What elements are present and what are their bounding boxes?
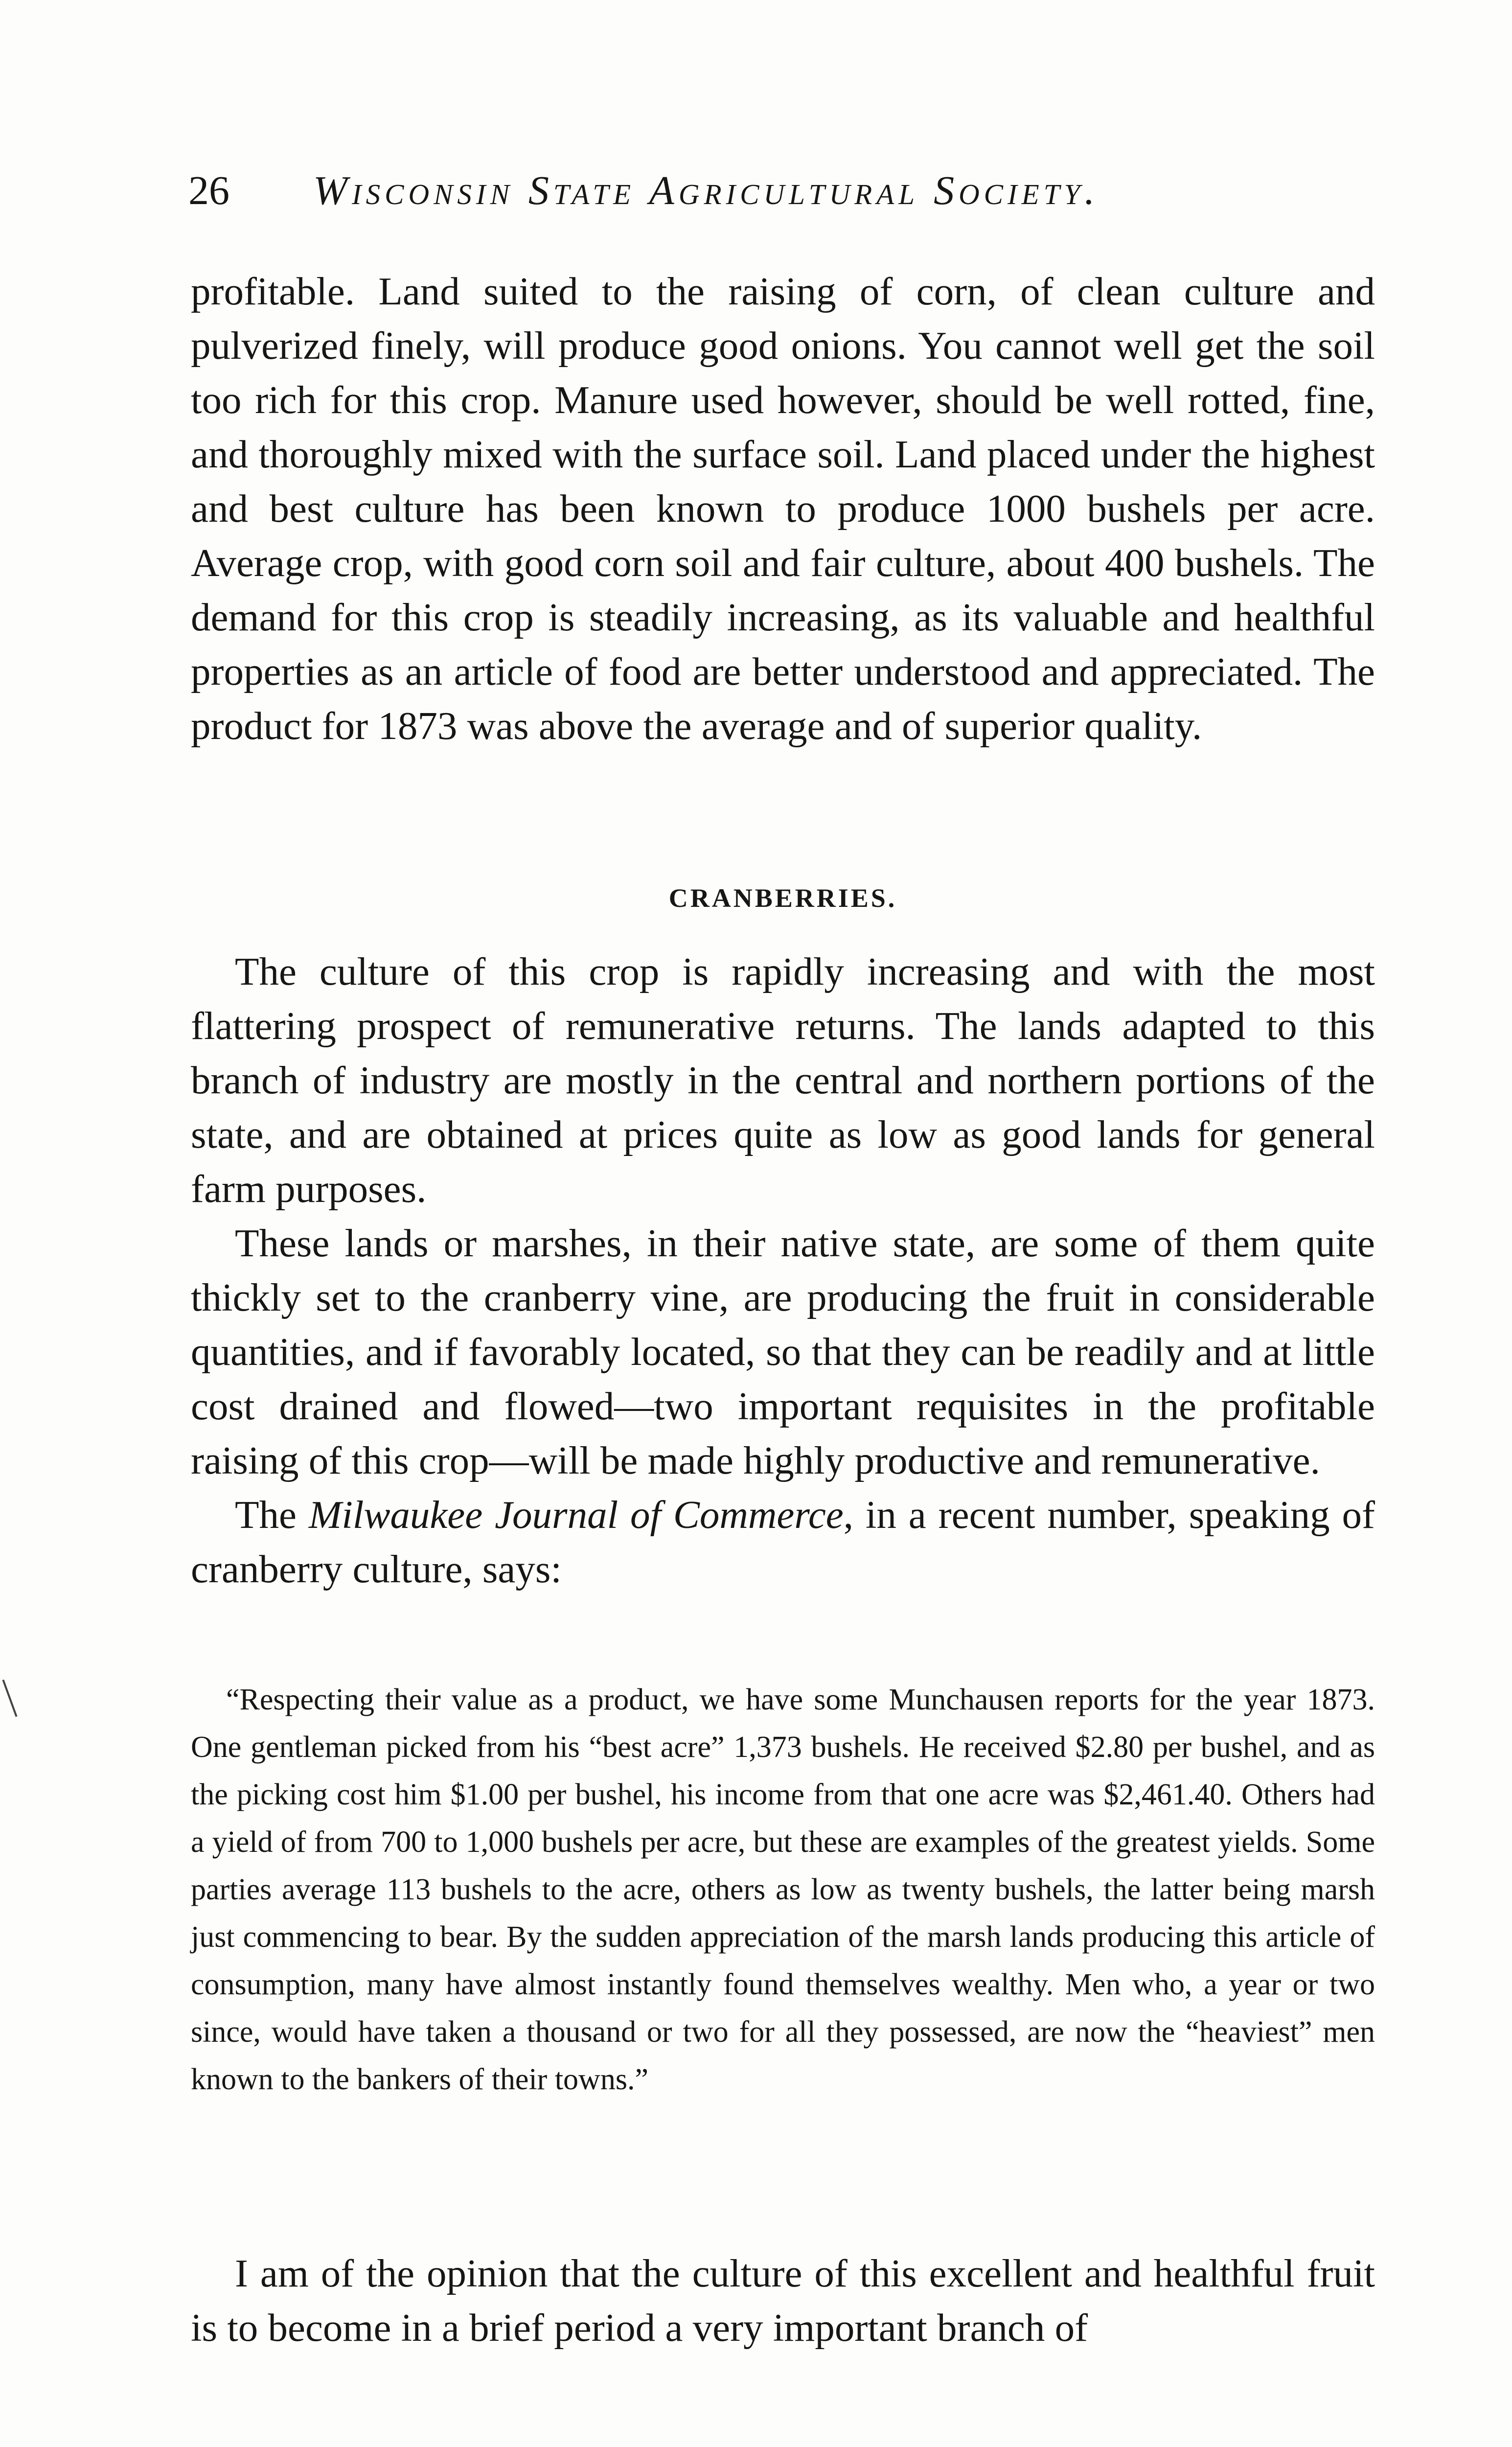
paragraph-cranberries-1: The culture of this crop is rapidly increasing and with the most flattering prospect of remunerative returns. The lands adapted to this branch of industry are mostly in the central and northern portions of the state, and are obtained at prices quite as low as good lands for general farm purposes.: [191, 949, 1375, 1211]
margin-mark: [2, 1680, 17, 1717]
paragraph-journal: [191, 1488, 1375, 1596]
onions-section: [191, 264, 1375, 753]
cranberries-section: [191, 945, 1375, 1596]
block-quote: [191, 1676, 1375, 2103]
running-head: Wisconsin State Agricultural Society.: [313, 168, 1100, 213]
page-header: [188, 162, 1441, 220]
paragraph-onions: profitable. Land suited to the raising of corn, of clean culture and pulverized finely, will produce good onions. You cannot well get the soil too rich for this crop. Manure used however, should be well rotted, fine, and thoroughly mixed with the surface soil. Land placed under the highest and best culture has been known to produce 1000 bushels per acre. Average crop, with good corn soil and fair culture, about 400 bushels. The demand for this crop is steadily increasing, as its valuable and healthful properties as an article of food are better understood and appreciated. The product for 1873 was above the average and of superior quality.: [191, 269, 1375, 748]
section-heading-cranberries: CRANBERRIES.: [668, 883, 897, 913]
opinion-section: [191, 2246, 1375, 2355]
quote-text: “Respecting their value as a product, we have some Munchausen reports for the year 1873. One gentleman picked from his “best acre” 1,373 bushels. He received $2.80 per bushel, and as the picking cost him $1.00 per bushel, his income from that one acre was $2,461.40. Others had a yield of from 700 to 1,000 bushels per acre, but these are examples of the greatest yields. Some parties average 113 bushels to the acre, others as low as twenty bushels, the latter being marsh just commencing to bear. By the sudden appreciation of the marsh lands producing this article of consumption, many have almost instantly found themselves wealthy. Men who, a year or two since, would have taken a thousand or two for all they possessed, are now the “heaviest” men known to the bankers of their towns.”: [191, 1683, 1375, 2096]
page-number: 26: [188, 168, 229, 213]
paragraph-cranberries-2: These lands or marshes, in their native state, are some of them quite thickly set to the cranberry vine, are producing the fruit in considerable quantities, and if favorably located, so that they can be readily and at little cost drained and flowed—two important requisites in the profitable raising of this crop—will be made highly productive and remunerative.: [191, 1221, 1375, 1482]
paragraph-opinion: I am of the opinion that the culture of this excellent and healthful fruit is to become in a brief period a very important branch of: [191, 2251, 1375, 2350]
journal-lead: The: [235, 1493, 297, 1537]
journal-rest: , in a recent number, speaking of cranberry culture, says:: [191, 1493, 1375, 1591]
journal-title: Milwaukee Journal of Commerce: [308, 1493, 844, 1537]
